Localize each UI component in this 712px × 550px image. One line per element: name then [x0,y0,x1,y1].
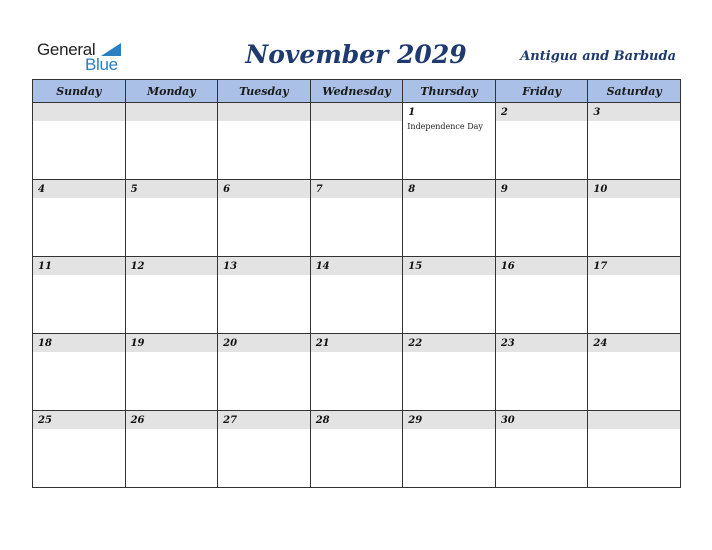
day-cell [218,180,311,257]
day-number [33,103,125,121]
day-cell [310,103,403,180]
day-number: 10 [588,180,680,198]
week-row [33,334,681,411]
day-cell [403,103,496,180]
day-number: 28 [311,411,403,429]
day-number: 8 [403,180,495,198]
day-cell [588,180,681,257]
day-cell [33,411,126,488]
day-cell [495,180,588,257]
weekday-header-row [33,80,681,103]
day-cell [125,334,218,411]
day-number: 4 [33,180,125,198]
day-cell [495,103,588,180]
weekday-saturday: Saturday [588,80,681,103]
calendar-grid [32,79,681,488]
day-cell [588,334,681,411]
day-cell [218,257,311,334]
day-number: 23 [496,334,588,352]
day-cell [495,411,588,488]
week-row [33,411,681,488]
day-cell [218,411,311,488]
day-number: 21 [311,334,403,352]
day-cell [33,334,126,411]
day-number: 14 [311,257,403,275]
day-cell [310,334,403,411]
day-number: 7 [311,180,403,198]
weekday-monday: Monday [125,80,218,103]
day-cell [310,411,403,488]
day-cell [125,257,218,334]
day-number: 9 [496,180,588,198]
weekday-thursday: Thursday [403,80,496,103]
calendar-body [33,103,681,488]
day-number: 13 [218,257,310,275]
day-number: 17 [588,257,680,275]
logo-text-blue: Blue [85,55,118,74]
day-cell [403,334,496,411]
week-row [33,103,681,180]
day-number: 24 [588,334,680,352]
weekday-sunday: Sunday [33,80,126,103]
day-cell [588,411,681,488]
weekday-friday: Friday [495,80,588,103]
day-cell [218,334,311,411]
day-cell [125,103,218,180]
day-number: 3 [588,103,680,121]
day-cell [310,257,403,334]
day-number: 2 [496,103,588,121]
day-number: 25 [33,411,125,429]
day-number: 27 [218,411,310,429]
day-number: 30 [496,411,588,429]
holiday-label: Independence Day [407,122,483,131]
day-cell [33,180,126,257]
day-number: 16 [496,257,588,275]
day-number [311,103,403,121]
day-number: 11 [33,257,125,275]
day-cell [403,257,496,334]
day-number: 20 [218,334,310,352]
week-row [33,257,681,334]
logo-text-general: General [37,40,96,59]
day-number: 5 [126,180,218,198]
weekday-wednesday: Wednesday [310,80,403,103]
day-number: 18 [33,334,125,352]
day-number: 6 [218,180,310,198]
weekday-tuesday: Tuesday [218,80,311,103]
day-number: 26 [126,411,218,429]
day-cell [218,103,311,180]
day-cell [495,257,588,334]
day-number [588,411,680,429]
day-cell [588,103,681,180]
day-number: 12 [126,257,218,275]
day-number: 22 [403,334,495,352]
calendar-title: November 2029 [245,40,467,69]
day-cell [125,180,218,257]
day-number [218,103,310,121]
day-cell [125,411,218,488]
day-cell [310,180,403,257]
day-number: 19 [126,334,218,352]
day-cell [403,180,496,257]
day-number: 29 [403,411,495,429]
day-cell [495,334,588,411]
day-cell [33,257,126,334]
day-number: 15 [403,257,495,275]
day-cell [403,411,496,488]
day-number [126,103,218,121]
country-name: Antigua and Barbuda [520,49,676,64]
week-row [33,180,681,257]
day-number: 1 [403,103,495,121]
day-cell [588,257,681,334]
day-cell [33,103,126,180]
